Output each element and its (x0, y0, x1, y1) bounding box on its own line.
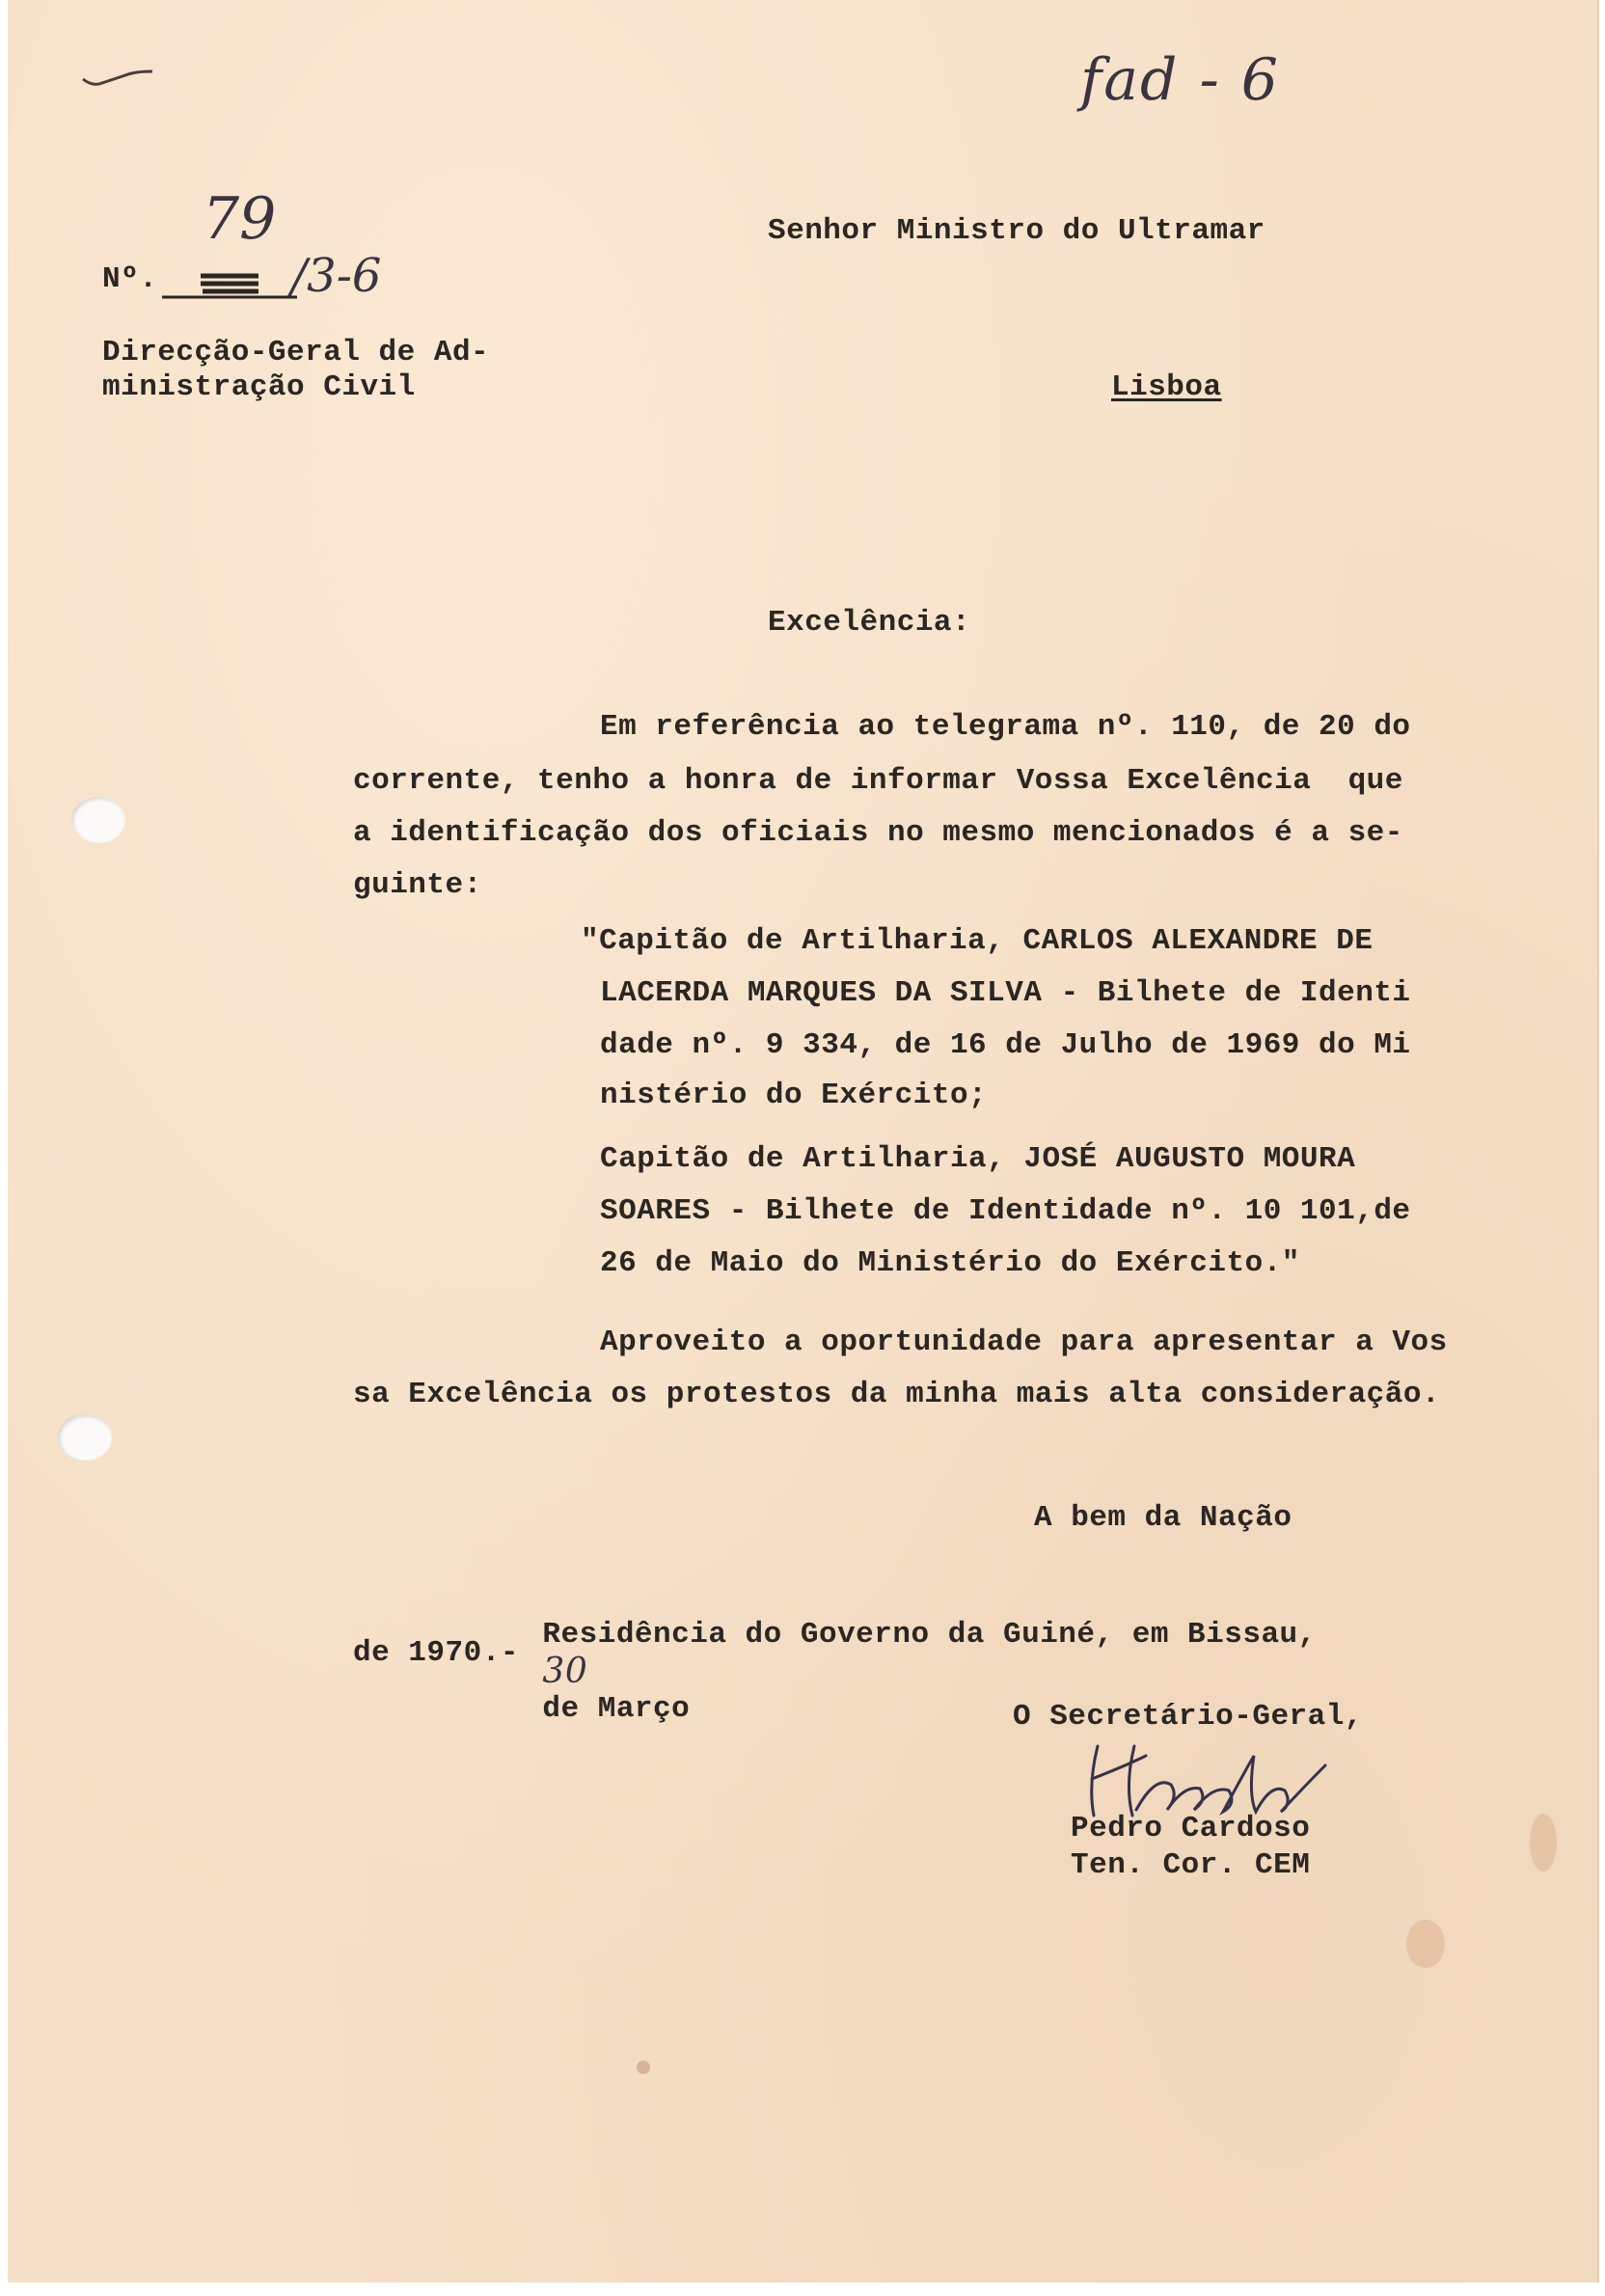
recipient-title: Senhor Ministro do Ultramar (768, 214, 1265, 248)
paper-stain (637, 2061, 650, 2074)
quote-1-line-1: "Capitão de Artilharia, CARLOS ALEXANDRE DE (581, 924, 1374, 958)
quote-2-line-2: SOARES - Bilhete de Identidade nº. 10 101,de (600, 1194, 1411, 1228)
paragraph-1-line-4: guinte: (353, 868, 482, 902)
motto: A bem da Nação (1034, 1501, 1292, 1535)
closing-line-1: Aproveito a oportunidade para apresentar a Vos (600, 1326, 1448, 1359)
recipient-city: Lisboa (1111, 370, 1222, 404)
paragraph-1-line-2: corrente, tenho a honra de informar Vossa Excelência que (353, 764, 1403, 798)
quote-2-line-3: 26 de Maio do Ministério do Exército." (600, 1246, 1300, 1280)
signatory-rank: Ten. Cor. CEM (1071, 1848, 1311, 1882)
quote-1-line-3: dade nº. 9 334, de 16 de Julho de 1969 do Mi (600, 1028, 1411, 1062)
signatory-name: Pedro Cardoso (1071, 1812, 1311, 1845)
place-date-month: de Março (542, 1692, 691, 1726)
paragraph-1-line-1: Em referência ao telegrama nº. 110, de 20 do (600, 710, 1411, 744)
handwritten-number-suffix: /3-6 (291, 249, 382, 303)
place-date-line-2: de 1970.- (353, 1636, 519, 1670)
handwritten-day: 30 (542, 1652, 588, 1691)
department-line-2: ministração Civil (102, 370, 416, 404)
corner-scribble (75, 58, 172, 96)
quote-2-line-1: Capitão de Artilharia, JOSÉ AUGUSTO MOURA (600, 1142, 1356, 1176)
punch-hole-lower (58, 1414, 112, 1461)
department-line-1: Direcção-Geral de Ad- (102, 336, 490, 369)
closing-line-2: sa Excelência os protestos da minha mais alta consideração. (353, 1378, 1441, 1411)
handwritten-file-note: fad - 6 (1080, 46, 1280, 114)
letter-page (8, 0, 1599, 2282)
paragraph-1-line-3: a identificação dos oficiais no mesmo mencionados é a se- (353, 816, 1403, 850)
paper-stain (1530, 1814, 1557, 1872)
quote-1-line-2: LACERDA MARQUES DA SILVA - Bilhete de Identi (600, 976, 1411, 1010)
number-label: Nº. (102, 262, 158, 296)
paper-stain (1406, 1920, 1445, 1968)
place-date-text: Residência do Governo da Guiné, em Bissau, (542, 1618, 1317, 1652)
struck-number (162, 264, 297, 303)
punch-hole-upper (71, 797, 125, 843)
quote-1-line-4: nistério do Exército; (600, 1079, 988, 1112)
salutation: Excelência: (768, 606, 971, 640)
signatory-title: O Secretário-Geral, (1013, 1700, 1363, 1734)
handwritten-number: 79 (203, 185, 277, 253)
